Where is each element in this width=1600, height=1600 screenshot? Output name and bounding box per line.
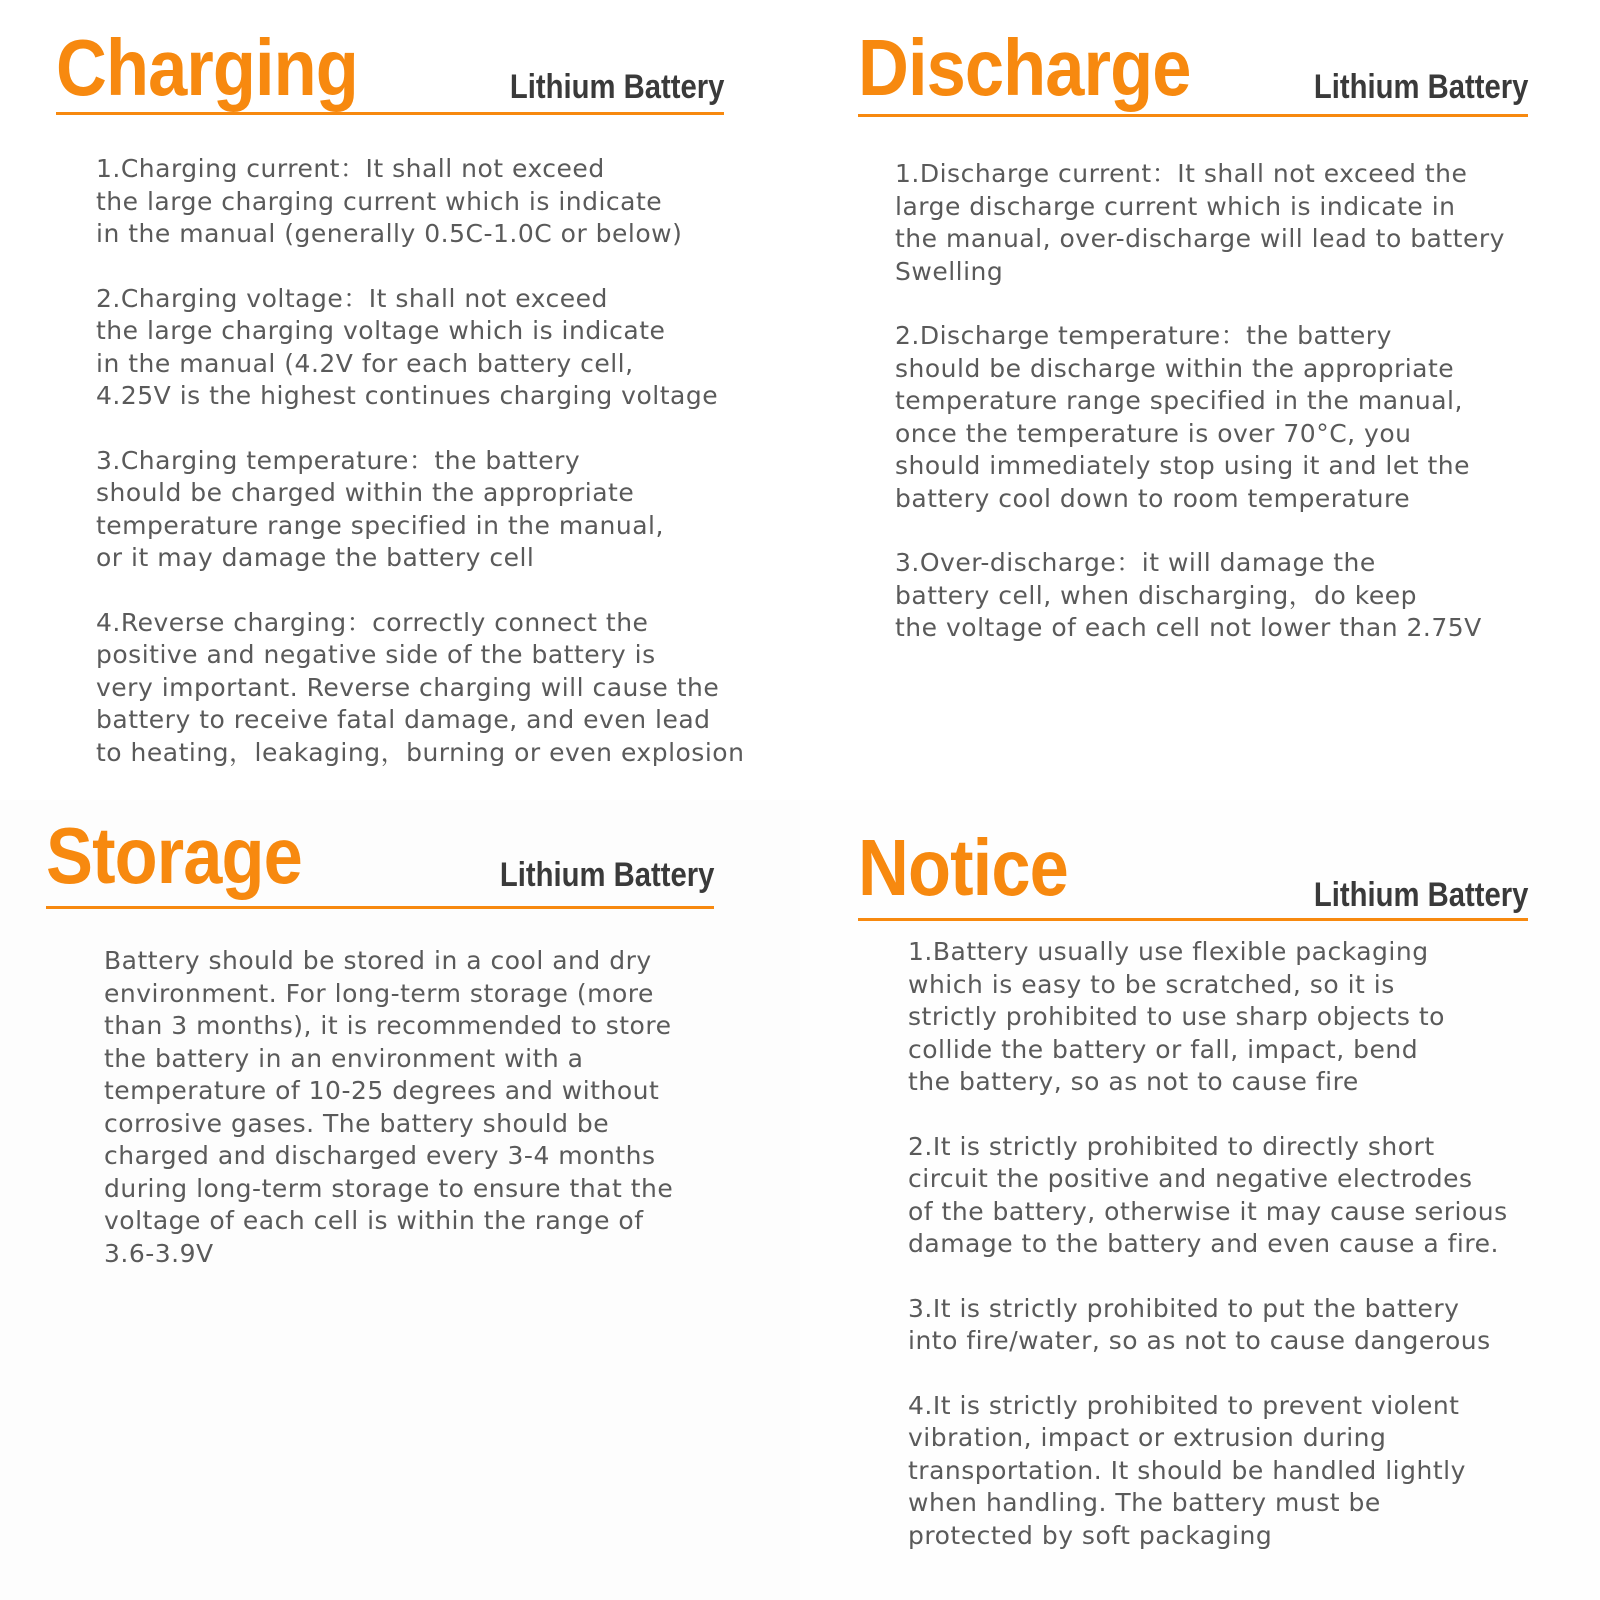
- notice-title: Notice: [858, 823, 1068, 912]
- notice-item-short-circuit: 2.It is strictly prohibited to directly short circuit the positive and negative electrodes of the battery, otherwise it may cause serious damage to the battery and even cause a fire.: [908, 1131, 1508, 1258]
- discharge-divider: [858, 114, 1528, 117]
- discharge-item-temperature: 2.Discharge temperature：the battery should be discharge within the appropriate temperature range specified in the manual, once the temperature is over 70°C, you should immediately stop using it and let the battery cool down to room temperature: [895, 321, 1471, 513]
- charging-header: [56, 18, 724, 138]
- discharge-header: [858, 18, 1528, 138]
- storage-subtitle: Lithium Battery: [499, 856, 714, 894]
- notice-item-packaging: 1.Battery usually use flexible packaging which is easy to be scratched, so it is strictly prohibited to use sharp objects to collide the battery or fall, impact, bend the battery, so as not to cause fire: [908, 937, 1445, 1096]
- discharge-item-current: 1.Discharge current：It shall not exceed the large discharge current which is indicate in the manual, over-discharge will lead to battery Swelling: [895, 159, 1505, 286]
- charging-item-voltage: 2.Charging voltage：It shall not exceed the large charging voltage which is indicate in the manual (4.2V for each battery cell, 4.25V is the highest continues charging voltage: [96, 283, 719, 410]
- storage-divider: [46, 906, 714, 909]
- charging-divider: [56, 112, 724, 115]
- notice-section: [800, 800, 1600, 1600]
- storage-paragraph: Battery should be stored in a cool and dry environment. For long-term storage (more than 3 months), it is recommended to store the battery in an environment with a temperature of 10-25 degrees and without corrosive gases. The battery should be charged and discharged every 3-4 months during long-term storage to ensure that the voltage of each cell is within the range of 3.6-3.9V: [104, 946, 674, 1268]
- storage-list: [104, 945, 794, 1302]
- storage-title: Storage: [46, 811, 302, 900]
- discharge-subtitle: Lithium Battery: [1313, 68, 1528, 106]
- notice-item-fire-water: 3.It is strictly prohibited to put the battery into fire/water, so as not to cause dangerous: [908, 1293, 1491, 1355]
- notice-header: [858, 818, 1528, 938]
- discharge-section: [800, 0, 1600, 800]
- charging-list: [96, 153, 796, 801]
- notice-list: [908, 936, 1598, 1584]
- discharge-list: [895, 158, 1585, 677]
- notice-divider: [858, 918, 1528, 921]
- charging-item-reverse: 4.Reverse charging：correctly connect the positive and negative side of the battery is very important. Reverse charging will cause the battery to receive fatal damage, and even lead to heating，leakaging，burning or even explosion: [96, 607, 745, 767]
- charging-section: [0, 0, 800, 800]
- charging-title: Charging: [56, 23, 358, 112]
- discharge-item-over-discharge: 3.Over-discharge：it will damage the battery cell, when discharging，do keep the voltage of each cell not lower than 2.75V: [895, 548, 1482, 642]
- storage-section: [0, 800, 800, 1600]
- notice-subtitle: Lithium Battery: [1313, 876, 1528, 914]
- charging-item-current: 1.Charging current：It shall not exceed the large charging current which is indicate in the manual (generally 0.5C-1.0C or below): [96, 154, 683, 248]
- charging-item-temperature: 3.Charging temperature：the battery should be charged within the appropriate temperature range specified in the manual, or it may damage the battery cell: [96, 445, 664, 572]
- charging-subtitle: Lithium Battery: [509, 68, 724, 106]
- storage-header: [46, 806, 714, 926]
- notice-item-vibration: 4.It is strictly prohibited to prevent violent vibration, impact or extrusion during transportation. It should be handled lightly when handling. The battery must be protected by soft packaging: [908, 1390, 1466, 1550]
- discharge-title: Discharge: [858, 23, 1191, 112]
